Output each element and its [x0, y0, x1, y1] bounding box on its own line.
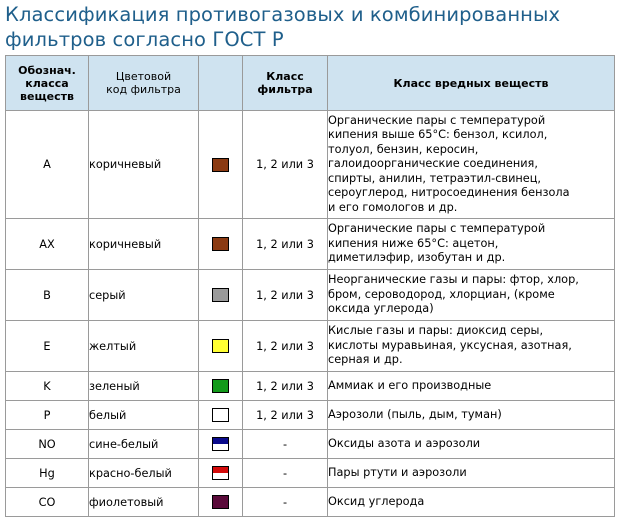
cell-color-name: красно-белый: [89, 459, 199, 488]
description-line: Оксиды азота и аэрозоли: [328, 436, 481, 450]
cell-substance-code: A: [6, 111, 89, 219]
cell-filter-class: 1, 2 или 3: [243, 321, 328, 372]
description-line: кислоты муравьиная, уксусная, азотная,: [328, 338, 572, 352]
title-line-1: Классификация противогазовых и комбинированных: [5, 3, 561, 26]
description-line: Аэрозоли (пыль, дым, туман): [328, 407, 502, 421]
cell-filter-class: 1, 2 или 3: [243, 372, 328, 401]
table-row: [6, 321, 615, 372]
description-line: бром, сероводород, хлорциан, (кроме: [328, 287, 555, 301]
cell-hazard-description: [328, 372, 615, 401]
color-swatch: [212, 237, 229, 251]
cell-color-swatch: [199, 270, 243, 321]
filter-classification-table: [5, 55, 615, 517]
cell-substance-code: E: [6, 321, 89, 372]
cell-filter-class: -: [243, 430, 328, 459]
description-line: и его гомологов и др.: [328, 200, 458, 214]
description-line: кипения ниже 65°С: ацетон,: [328, 236, 499, 250]
cell-color-name: серый: [89, 270, 199, 321]
cell-hazard-description: [328, 488, 615, 517]
cell-hazard-description: [328, 459, 615, 488]
cell-color-name: коричневый: [89, 111, 199, 219]
cell-color-swatch: [199, 401, 243, 430]
description-line: Органические пары с температурой: [328, 222, 546, 236]
cell-substance-code: AX: [6, 219, 89, 270]
color-swatch: [212, 437, 229, 451]
cell-filter-class: -: [243, 488, 328, 517]
cell-hazard-description: [328, 219, 615, 270]
cell-color-name: коричневый: [89, 219, 199, 270]
cell-filter-class: 1, 2 или 3: [243, 401, 328, 430]
header-class-line: фильтра: [257, 83, 313, 96]
header-class-line: Класс: [266, 70, 304, 83]
cell-color-swatch: [199, 372, 243, 401]
table-row: [6, 488, 615, 517]
cell-hazard-description: [328, 111, 615, 219]
color-swatch: [212, 466, 229, 480]
table-header-row: [6, 56, 615, 111]
header-code-line: веществ: [20, 89, 74, 103]
description-line: диметилэфир, изобутан и др.: [328, 251, 506, 265]
cell-substance-code: NO: [6, 430, 89, 459]
cell-color-name: фиолетовый: [89, 488, 199, 517]
table-row: [6, 430, 615, 459]
cell-substance-code: CO: [6, 488, 89, 517]
header-swatch: [199, 56, 243, 111]
header-color: [89, 56, 199, 111]
cell-color-name: сине-белый: [89, 430, 199, 459]
description-line: оксида углерода): [328, 302, 434, 316]
cell-filter-class: 1, 2 или 3: [243, 270, 328, 321]
color-swatch: [212, 158, 229, 172]
cell-hazard-description: [328, 321, 615, 372]
header-code-line: Обознач.: [18, 63, 76, 77]
cell-color-swatch: [199, 459, 243, 488]
color-swatch: [212, 339, 229, 353]
description-line: Кислые газы и пары: диоксид серы,: [328, 324, 544, 338]
cell-filter-class: 1, 2 или 3: [243, 111, 328, 219]
cell-filter-class: -: [243, 459, 328, 488]
table-row: [6, 270, 615, 321]
table-row: [6, 219, 615, 270]
cell-hazard-description: [328, 270, 615, 321]
page-title: [5, 2, 617, 52]
description-line: толуол, бензин, керосин,: [328, 142, 479, 156]
cell-color-swatch: [199, 111, 243, 219]
description-line: серная и др.: [328, 353, 403, 367]
header-color-line: Цветовой: [115, 70, 172, 83]
description-line: Пары ртути и аэрозоли: [328, 465, 467, 479]
table-body: [6, 111, 615, 517]
title-line-2: фильтров согласно ГОСТ Р: [5, 28, 284, 51]
cell-filter-class: 1, 2 или 3: [243, 219, 328, 270]
table-row: [6, 401, 615, 430]
header-description: Класс вредных веществ: [328, 56, 615, 111]
cell-substance-code: Hg: [6, 459, 89, 488]
header-color-line: код фильтра: [106, 83, 181, 96]
cell-hazard-description: [328, 430, 615, 459]
description-line: Неорганические газы и пары: фтор, хлор,: [328, 273, 579, 287]
cell-substance-code: K: [6, 372, 89, 401]
header-class: [243, 56, 328, 111]
description-line: Аммиак и его производные: [328, 378, 492, 392]
description-line: сероуглерод, нитросоединения бензола: [328, 186, 570, 200]
cell-hazard-description: [328, 401, 615, 430]
cell-color-name: желтый: [89, 321, 199, 372]
header-code: [6, 56, 89, 111]
cell-color-swatch: [199, 219, 243, 270]
cell-color-swatch: [199, 430, 243, 459]
cell-color-swatch: [199, 321, 243, 372]
color-swatch: [212, 495, 229, 509]
cell-substance-code: P: [6, 401, 89, 430]
color-swatch: [212, 379, 229, 393]
color-swatch: [212, 288, 229, 302]
description-line: спирты, анилин, тетраэтил-свинец,: [328, 171, 542, 185]
description-line: Органические пары с температурой: [328, 113, 546, 127]
header-code-line: класса: [25, 76, 69, 90]
table-row: [6, 111, 615, 219]
description-line: Оксид углерода: [328, 494, 425, 508]
cell-color-name: белый: [89, 401, 199, 430]
table-row: [6, 372, 615, 401]
cell-color-name: зеленый: [89, 372, 199, 401]
description-line: кипения выше 65°С: бензол, ксилол,: [328, 128, 548, 142]
cell-color-swatch: [199, 488, 243, 517]
color-swatch: [212, 408, 229, 422]
table-row: [6, 459, 615, 488]
cell-substance-code: B: [6, 270, 89, 321]
description-line: галоидоорганические соединения,: [328, 157, 538, 171]
